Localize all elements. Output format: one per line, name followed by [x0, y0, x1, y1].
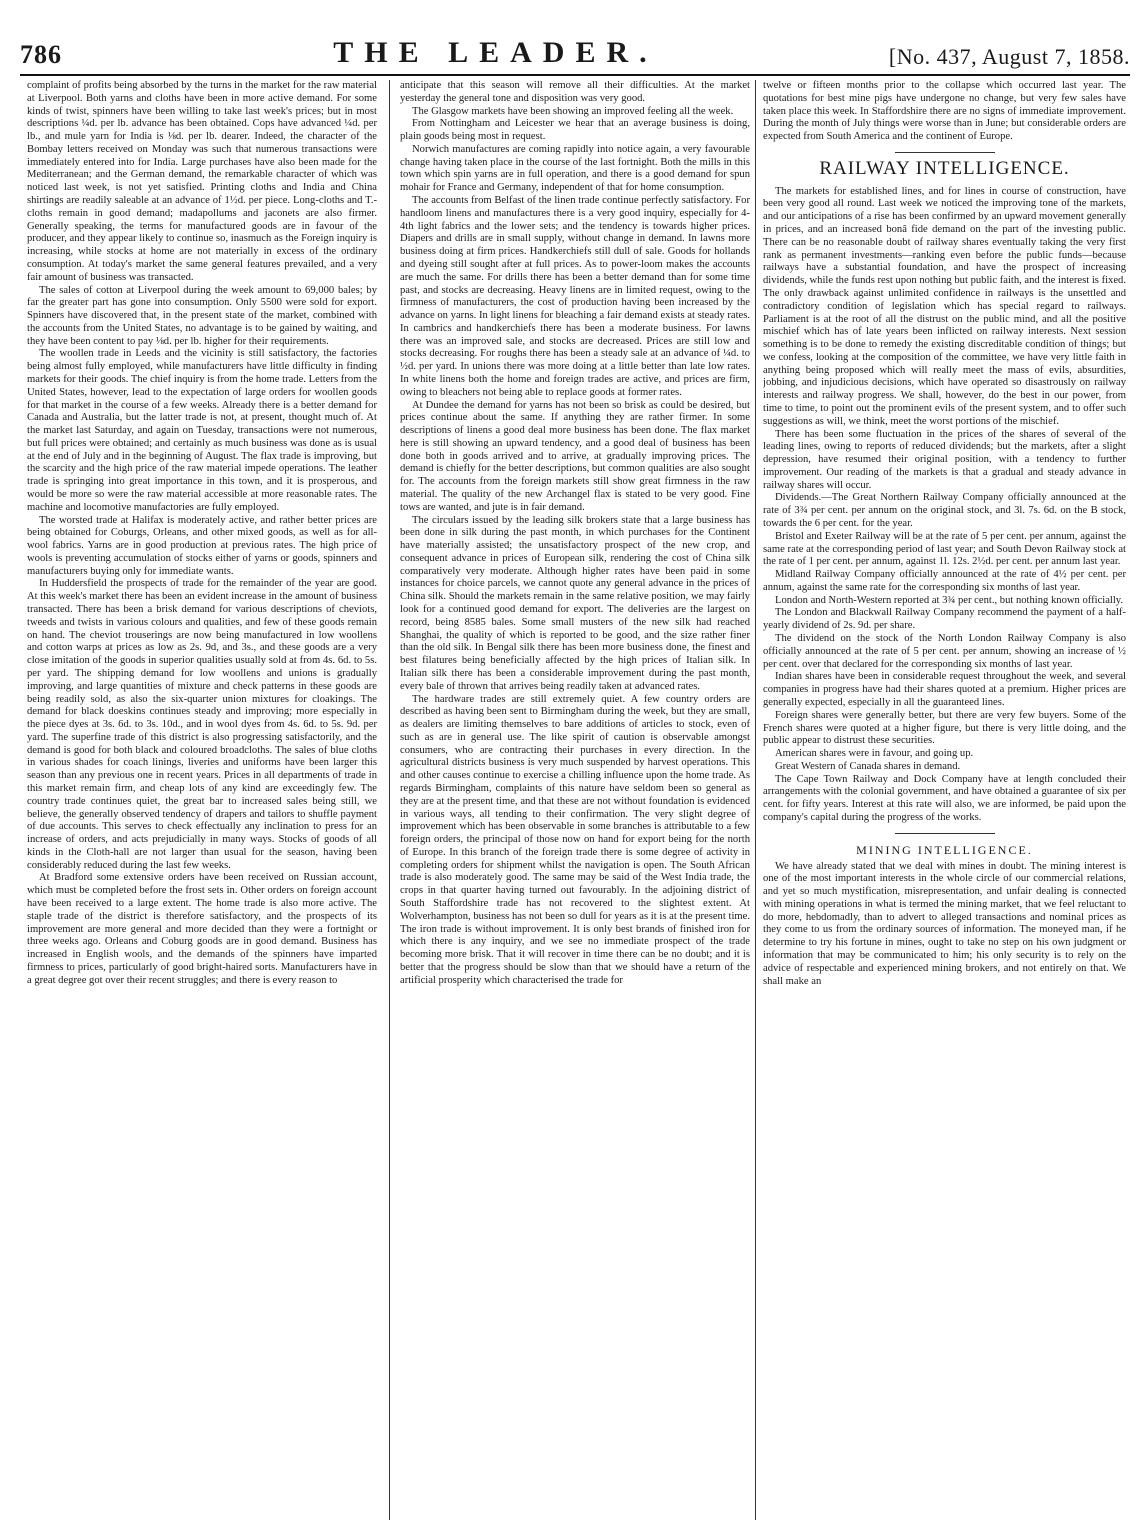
paragraph: Dividends.—The Great Northern Railway Company officially announced at the rate of 3¾ per cent. per annum on the original stock, and 3l. 7s. 6d. on the B stock, towards the 6 per cent. for the year. — [763, 492, 1126, 529]
section-rule — [895, 833, 995, 834]
paragraph: twelve or fifteen months prior to the collapse which occurred last year. The quotations for best mine pigs have undergone no change, but very few sales have taken place this week. In Staffordshire there are no signs of immediate improvement. During the month of July things were worse than in June; but considerable orders are expected from South America and the continent of Europe. — [763, 80, 1126, 143]
column-divider — [755, 80, 756, 1520]
paragraph: The London and Blackwall Railway Company recommend the payment of a half-yearly dividend of 2s. 9d. per share. — [763, 607, 1126, 632]
column-3 — [763, 80, 1126, 1522]
paragraph: From Nottingham and Leicester we hear that an average business is doing, plain goods being most in request. — [400, 118, 750, 143]
issue-info: [No. 437, August 7, 1858. — [888, 44, 1130, 69]
paragraph: The accounts from Belfast of the linen trade continue perfectly satisfactory. For handloom linens and manufactures there is a very good inquiry, especially for 4-4th light fabrics and the lower sets; and the tendency is towards higher prices. Diapers and drills are in small supply, without change in demand. In lawns more business doing at firm prices. Handkerchiefs still dull of sale. Goods for hollands and dyeing still sought after at full prices. As to power-loom makes the accounts are much the same. For drills there has been a better demand than for some time past, and stocks are decreasing. Heavy linens are in limited request, owing to the firmness of manufacturers, the cost of production having been increased by the advance on yarns. In light linens for bleaching a fair demand exists at steady rates. In cambrics and handkerchiefs there has been a moderate business. For lawns there was an improved sale, and stocks are decreased. Prices are still low and stocks decreasing. For roughs there has been a steady sale at an advance of ¼d. to ½d. per yard. In unions there was more doing at a little better than late low rates. In white linens both the home and foreign trades are active, and prices are firm, owing to bleachers not being able to replace goods at former rates. — [400, 195, 750, 398]
paragraph: Midland Railway Company officially announced at the rate of 4½ per cent. per annum, against the same rate for the corresponding six months of last year. — [763, 569, 1126, 593]
paragraph: The Glasgow markets have been showing an improved feeling all the week. — [412, 105, 734, 117]
paragraph: The markets for established lines, and for lines in course of construction, have been very good all round. Last week we noticed the improving tone of the markets, and our anticipations of a rise has been confirmed by an upward movement generally in prices, and an increased bonâ fide demand on the part of the investing public. There can be no reasonable doubt of railway shares eventually taking the very first rank as permanent investments—ranking even before the public funds—because railways have a substantial foundation, and have the prospect of increasing dividends, while the funds rest upon nothing but public faith, and the interest is fixed. The only drawback against unlimited confidence in railways is the unsettled and contradictory condition of legislation which has special regard to railways. Parliament is at the root of all the distrust on the public mind, and all the positive mischief which has of late years been inflicted on railway interests. Next session something is to be done to remedy the existing discreditable condition of things; but we confess, looking at the composition of the committee, we have very little faith in anything being proposed which will really meet the mass of evils, absurdities, jobbing, and injudicious decisions, which have operated so disastrously on railway interests and railway progress. We shall, however, do the best in our power, from time to time, to point out the prominent evils of the present system, and to offer such suggestions as will, we think, meet the worst portions of the mischief. — [763, 185, 1126, 427]
paragraph: Norwich manufactures are coming rapidly into notice again, a very favourable change having taken place in the course of the last fortnight. Both the mills in this town which spin yarns are in full operation, and there is a good demand for spun mohair for France and Germany, independent of that for home consumption. — [400, 143, 750, 194]
paragraph: The circulars issued by the leading silk brokers state that a large business has been done in silk during the past month, in which purchases for the Continent have materially assisted; the unsatisfactory prospect of the new crop, and consequent advance in prices of European silk, rendering the cost of China silk comparatively very moderate. Although higher rates have been paid in some instances for choice parcels, we cannot quote any general advance in the prices of China silk. Should the markets remain in the same relative position, we may fairly look for a continued good demand for export. The deliveries are the largest on record, being 8585 bales. Some small musters of the new silk had reached Shanghai, the quality of which is reported to be good, and the size rather finer than the old silk. In Bengal silk there has been more business done, the finest and best filatures being beneficially affected by the high prices of Italian silk. In Italian silk there has been a considerable improvement during the past month, every bale of thrown that arrives being readily taken at advanced rates. — [400, 514, 750, 692]
paragraph: Indian shares have been in considerable request throughout the week, and several companies in progress have had their shares quoted at a premium. Higher prices are generally expected, especially in all the guaranteed lines. — [763, 671, 1126, 708]
paragraph: There has been some fluctuation in the prices of the shares of several of the leading lines, owing to reports of reduced dividends; but the markets, after a slight depression, have resumed their original position, with a tendency to further improvement. Our reading of the markets is that a gradual and steady advance in railway shares will occur. — [763, 428, 1126, 491]
mining-intelligence-heading: MINING INTELLIGENCE. — [856, 842, 1033, 857]
paragraph: At Bradford some extensive orders have been received on Russian account, which must be completed before the frost sets in. Other orders on foreign account have been received to a large extent. The home trade is also more active. The staple trade of the district is therefore satisfactory, and the prospects of its improvement are more general and more decided than they were a fortnight or three weeks ago. Orleans and Coburg goods are in good demand. Business has increased in English wools, and the demands of the spinners have imparted firmness to prices, particularly of good bright-haired sorts. Manufacturers have in a great degree got over their recent struggles; and there is every reason to — [27, 872, 377, 986]
paragraph: The hardware trades are still extremely quiet. A few country orders are described as having been sent to Birmingham during the week, but they are small, as dealers are limiting themselves to bare additions of articles to stock, even of such as are in general use. The like spirit of caution is observable amongst consumers, who are contracting their purchases in every direction. In the agricultural districts business is very much suspended by harvest operations. This and other causes continue to exercise a chilling influence upon the home trade. As regards Birmingham, complaints of this nature have seldom been so general as they are at the present time, and that these are not without foundation is evidenced in various ways, all tending to their confirmation. The very slight degree of improvement which has been observable in some branches is attributable to a few foreign orders, the principal of those now on hand for export being for the north of Europe. In this branch of the foreign trade there is some degree of activity in completing orders for shipment whilst the navigation is open. The South African trade is also moderately good. The same may be said of the West India trade, the crops in that quarter having turned out favourably. In the adjoining district of South Staffordshire trade has not recovered to the slightest extent. At Wolverhampton, business has not been so dull for years as it is at the present time. The iron trade is without improvement. It is only best brands of finished iron for which there is any inquiry, and we see no immediate prospect of the trade becoming more brisk. That it will recover in time there can be no doubt; and it is better that the progress should be slow than that we should have a return of the artificial prosperity which characterised the trade for — [400, 693, 750, 986]
railway-intelligence-heading: RAILWAY INTELLIGENCE. — [819, 157, 1070, 179]
column-1 — [27, 80, 377, 1522]
newspaper-title: THE LEADER. — [333, 36, 658, 69]
column-2 — [400, 80, 750, 1522]
paragraph: In Huddersfield the prospects of trade for the remainder of the year are good. At this week's market there has been an evident increase in the amount of business transacted. There has been a brisk demand for various descriptions of cheviots, tweeds and twists in various colours and qualities, and few of these goods remain on hand. The cheviot trouserings are now being manufactured in low woollens and cotton warps at prices as low as 2s. 9d, and 3s., and these goods are a very close imitation of the goods in superior qualities usually sold at from 4s. 6d. to 5s. per yard. The shipping demand for low woollens and unions is gradually improving, and large quantities of mixture and check patterns in these goods are being readily sold, as also the six-quarter union mixtures for cloakings. The demand for black doeskins continues steady and improving; more especially in the piece dyes at 3s. 6d. to 3s. 10d., and in wool dyes from 4s. 6d. to 5s. 9d. per yard. The superfine trade of this district is also progressing satisfactorily, and the demand is good for both black and coloured broadcloths. The sales of blue cloths in various shades for coach linings, liveries and uniforms have been larger this season than any previous one in recent years. Prices in all departments of trade in this market remain firm, and cheap lots of any kind are exceedingly few. The country trade continues quiet, the great bar to increased sales being still, we believe, the generally observed tendency of drapers and tailors to shuffle payment of due accounts. This serves to check effectually any inclination to press for an increase of orders, and acts prejudicially in many ways. Stocks of goods of all kinds in the Cloth-hall are not larger than usual for the season, having been considerably reduced during the last few weeks. — [27, 578, 377, 871]
paragraph: The Cape Town Railway and Dock Company have at length concluded their arrangements with the colonial government, and have obtained a guarantee of six per cent. for fifty years. Interest at this rate will also, we are informed, be paid upon the company's capital during the progress of the works. — [763, 773, 1126, 823]
paragraph: American shares were in favour, and going up. — [775, 748, 974, 760]
paragraph: anticipate that this season will remove all their difficulties. At the market yesterday the general tone and disposition was very good. — [400, 80, 750, 104]
paragraph: London and North-Western reported at 3¾ per cent., but nothing known officially. — [775, 594, 1124, 606]
page-number: 786 — [20, 40, 62, 69]
paragraph: The sales of cotton at Liverpool during the week amount to 69,000 bales; by far the greater part has gone into consumption. Only 5500 were sold for export. Spinners have discovered that, in the present state of the market, combined with the accounts from the United States, no advantage is to be gained by waiting, and they have been content to pay ⅛d. per lb. higher for their requirements. — [27, 284, 377, 347]
paragraph: Bristol and Exeter Railway will be at the rate of 5 per cent. per annum, against the same rate at the corresponding period of last year; and South Devon Railway stock at the rate of 1 per cent. per annum, against 1l. 12s. 2½d. per cent. per annum last year. — [763, 530, 1126, 568]
paragraph: The dividend on the stock of the North London Railway Company is also officially announced at the rate of 5 per cent. per annum, showing an increase of ½ per cent. over that declared for the corresponding six months of last year. — [763, 633, 1126, 670]
paragraph: The woollen trade in Leeds and the vicinity is still satisfactory, the factories being almost fully employed, while manufacturers have little difficulty in finding markets for their goods. The chief inquiry is from the home trade. Letters from the United States, however, lead to the expectation of large orders for woollen goods for that market in the course of a few weeks. Already there is a better demand for Canada and Australia, but the latter trade is not, at present, thought much of. At the market last Saturday, and again on Tuesday, transactions were not numerous, but full prices were obtained; and certainly as much business was done as is usual at the end of July and in the beginning of August. The flax trade is improving, but the scarcity and the high price of the raw material impede operations. The leather trade is springing into great importance in this town, and it is prosperous, and would be more so were the raw material accessible at more reasonable rates. The machine and locomotive manufactories are fully employed. — [27, 348, 377, 513]
paragraph: At Dundee the demand for yarns has not been so brisk as could be desired, but prices continue about the same. If anything they are rather firmer. In some descriptions of linens a good deal more business has been done. The flax market here is still showing an upward tendency, and a good deal of business has been done both in goods arrived and to arrive, at gradually improving prices. The demand is chiefly for the better descriptions, but common qualities are also sought for. The accounts from the foreign markets still show great firmness in the raw material. The quality of the new Archangel flax is stated to be very good. Fine tows are wanted, and jute is in fair demand. — [400, 399, 750, 513]
paragraph: The worsted trade at Halifax is moderately active, and rather better prices are being obtained for Coburgs, Orleans, and other mixed goods, as well as for all-wool fabrics. Yarns are in good production at previous rates. The high price of wools is preventing accumulation of stocks either of yarns or goods, spinners and manufacturers buying only for immediate wants. — [27, 514, 377, 577]
column-divider — [389, 80, 390, 1520]
paragraph: Foreign shares were generally better, but there are very few buyers. Some of the French shares were quoted at a higher figure, but there is very little doing, and the public appear to distrust these securities. — [763, 709, 1126, 747]
section-rule — [895, 152, 995, 153]
paragraph: complaint of profits being absorbed by the turns in the market for the raw material at Liverpool. Both yarns and cloths have been in more active demand. For some kinds of twist, spinners have been willing to take last week's prices; but in most descriptions ¼d. per lb. advance has been obtained. Cops have advanced ¼d. per lb., and mule yarn for India is ⅛d. per lb. dearer. Indeed, the character of the Bombay letters received on Monday was such that numerous transactions were immediately entered into for India. Large purchases have also been made for the Mediterranean; and the German demand, the remarkable character of which was noticed last week, is not yet satisfied. Printing cloths and India and China shirtings are readily saleable at an advance of 1½d. per piece. Long-cloths and T.-cloths remain in good demand; madapollums and jaconets are also firmer. Generally speaking, the terms for manufactured goods are in favour of the producer, and they appear likely to continue so, inasmuch as the Foreign inquiry is increasing, while stocks at home are not materially in excess of the ordinary consumption. At today's market the same general features prevailed, and a very fair amount of business was transacted. — [27, 80, 377, 283]
masthead-rule — [20, 74, 1130, 76]
masthead — [20, 36, 1130, 70]
paragraph: Great Western of Canada shares in demand. — [775, 760, 961, 772]
paragraph: We have already stated that we deal with mines in doubt. The mining interest is one of the most important interests in the whole circle of our commercial relations, and yet so much mystification, misrepresentation, and unfair dealing is connected with mining operations in what is termed the mining market, that we feel reluctant to do more, hebdomadly, than to advert to alleged transactions and nominal prices as they come to us from the ordinary sources of information. The moneyed man, if he determine to try his fortune in mines, ought to take no step on his own judgment or information that may be communicated to him; his only security is to rely on the advice of respectable and experienced mining brokers, and not entirely on that. We shall make an — [763, 860, 1126, 987]
